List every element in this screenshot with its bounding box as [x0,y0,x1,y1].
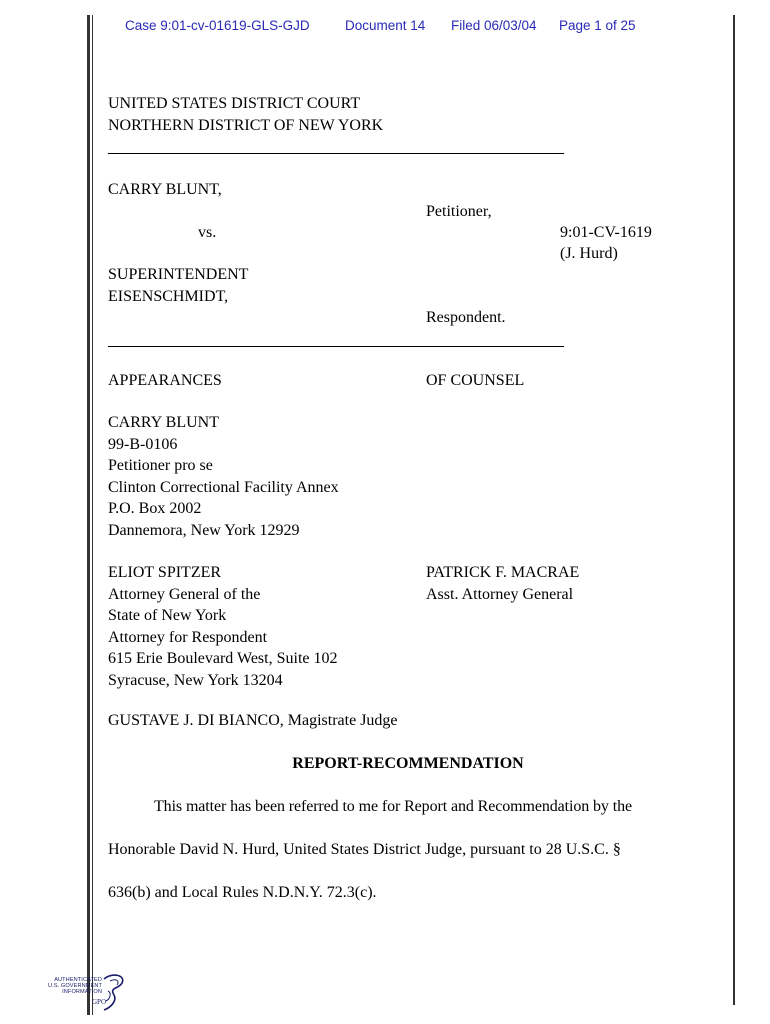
address-line: 615 Erie Boulevard West, Suite 102 [108,650,338,667]
body-line: Honorable David N. Hurd, United States District Judge, pursuant to 28 U.S.C. § [108,841,621,858]
gpo-authentication-seal [44,973,128,1013]
court-name [108,93,383,136]
header-case-number: Case 9:01-cv-01619-GLS-GJD [125,18,310,33]
respondent-name-line: EISENSCHMIDT, [108,287,229,305]
address-line: Syracuse, New York 13204 [108,671,283,689]
court-name-line: UNITED STATES DISTRICT COURT [108,95,361,112]
left-margin-bar-inner [92,15,93,1015]
assigned-judge: (J. Hurd) [560,245,618,262]
left-margin-bar [87,15,90,1015]
petitioner-name: CARRY BLUNT, [108,181,222,198]
court-district-line: NORTHERN DISTRICT OF NEW YORK [108,116,384,134]
address-line: Clinton Correctional Facility Annex [108,478,339,496]
petitioner-role: Petitioner, [426,203,492,220]
address-line: Attorney General of the [108,585,261,603]
caption-top-rule [108,153,564,154]
seal-text [44,977,102,995]
right-margin-bar [733,15,735,1005]
address-line: State of New York [108,607,227,624]
seal-gpo-mark: GPO [92,998,107,1006]
seal-text-line: AUTHENTICATED [54,977,102,983]
respondent-name-line: SUPERINTENDENT [108,266,249,283]
petitioner-appearance-block [108,412,339,541]
of-counsel-heading: OF COUNSEL [426,372,525,389]
respondent-role: Respondent. [426,309,506,326]
seal-text-line: U.S. GOVERNMENT [47,983,102,989]
address-line: Dannemora, New York 12929 [108,521,300,539]
counsel-line: Asst. Attorney General [426,585,574,603]
counsel-block [426,562,579,605]
respondent-appearance-block [108,562,338,691]
body-line: 636(b) and Local Rules N.D.N.Y. 72.3(c). [108,884,377,901]
header-document: Document 14 [345,18,426,33]
body-line: This matter has been referred to me for Report and Recommendation by the [154,798,632,815]
address-line: Petitioner pro se [108,457,213,474]
caption-bottom-rule [108,346,564,347]
address-line: CARRY BLUNT [108,414,219,431]
document-title: REPORT-RECOMMENDATION [292,755,524,772]
counsel-line: PATRICK F. MACRAE [426,564,580,581]
header-page-number: Page 1 of 25 [559,18,636,33]
respondent-name [108,264,248,307]
header-filed-date: Filed 06/03/04 [451,18,537,33]
address-line: P.O. Box 2002 [108,500,202,517]
versus: vs. [198,224,217,241]
seal-text-line: INFORMATION [62,989,102,995]
address-line: Attorney for Respondent [108,628,268,646]
eagle-seal-icon [100,973,128,1013]
address-line: ELIOT SPITZER [108,564,222,581]
case-number: 9:01-CV-1619 [560,224,652,241]
address-line: 99-B-0106 [108,435,178,453]
magistrate-judge: GUSTAVE J. DI BIANCO, Magistrate Judge [108,712,398,729]
appearances-heading: APPEARANCES [108,372,222,389]
